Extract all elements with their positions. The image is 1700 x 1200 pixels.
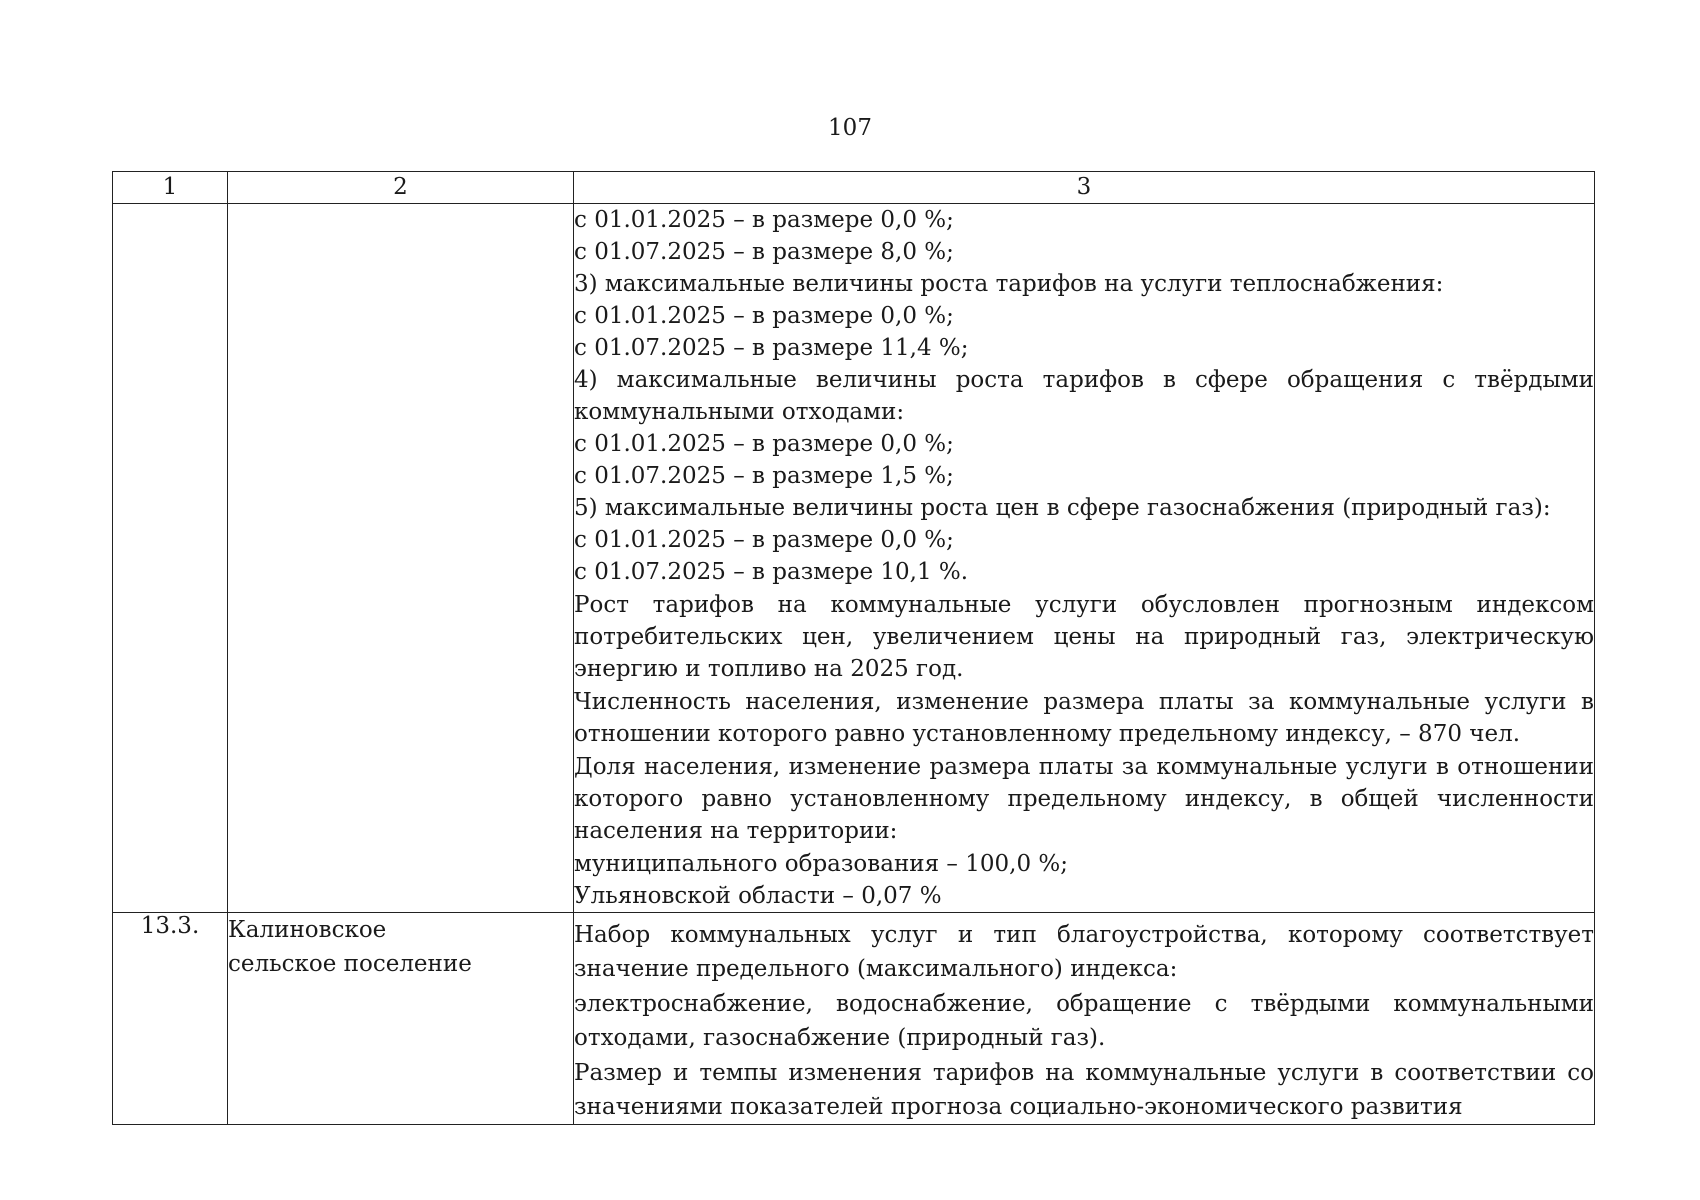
text-line: 5) максимальные величины роста цен в сфере газоснабжения (природный газ): xyxy=(574,495,1551,521)
text-line: с 01.01.2025 – в размере 0,0 %; xyxy=(574,527,954,553)
text-paragraph: Численность населения, изменение размера платы за коммунальные услуги в отношении которого равно установленному предельному индексу, – 870 чел. xyxy=(574,689,1594,747)
text-line: 3) максимальные величины роста тарифов на услуги теплоснабжения: xyxy=(574,271,1444,297)
page-number: 107 xyxy=(828,115,872,141)
column-header-1: 1 xyxy=(113,172,228,204)
text-line: с 01.07.2025 – в размере 1,5 %; xyxy=(574,463,954,489)
text-line: с 01.01.2025 – в размере 0,0 %; xyxy=(574,431,954,457)
column-header-3: 3 xyxy=(574,172,1595,204)
tariff-table xyxy=(112,171,1595,1125)
text-line: с 01.01.2025 – в размере 0,0 %; xyxy=(574,303,954,329)
text-line: муниципального образования – 100,0 %; xyxy=(574,851,1068,877)
text-paragraph: Рост тарифов на коммунальные услуги обусловлен прогнозным индексом потребительских цен, увеличением цены на природный газ, электрическую энергию и топливо на 2025 год. xyxy=(574,592,1594,682)
text-line: с 01.07.2025 – в размере 10,1 %. xyxy=(574,559,969,585)
text-line: с 01.07.2025 – в размере 11,4 %; xyxy=(574,335,969,361)
text-paragraph: электроснабжение, водоснабжение, обращение с твёрдыми коммунальными отходами, газоснабжение (природный газ). xyxy=(574,991,1594,1051)
settlement-name-cell xyxy=(228,913,574,1125)
text-line: Ульяновской области – 0,07 % xyxy=(574,883,942,909)
description-cell xyxy=(574,913,1595,1125)
description-cell xyxy=(574,204,1595,913)
table-row xyxy=(113,204,1595,913)
text-line: с 01.01.2025 – в размере 0,0 %; xyxy=(574,207,954,233)
settlement-name-line: Калиновское xyxy=(228,917,387,943)
text-paragraph: 4) максимальные величины роста тарифов в сфере обращения с твёрдыми коммунальными отходами: xyxy=(574,367,1594,425)
column-header-2: 2 xyxy=(228,172,574,204)
text-paragraph: Доля населения, изменение размера платы за коммунальные услуги в отношении которого равно установленному предельному индексу, в общей численности населения на территории: xyxy=(574,754,1594,844)
text-line: с 01.07.2025 – в размере 8,0 %; xyxy=(574,239,954,265)
text-paragraph: Размер и темпы изменения тарифов на коммунальные услуги в соответствии со значениями показателей прогноза социально-экономического развития xyxy=(574,1060,1594,1120)
row-number-cell xyxy=(113,204,228,913)
settlement-name-cell xyxy=(228,204,574,913)
row-number-cell: 13.3. xyxy=(113,913,228,1125)
settlement-name-line: сельское поселение xyxy=(228,951,472,977)
text-paragraph: Набор коммунальных услуг и тип благоустройства, которому соответствует значение предельного (максимального) индекса: xyxy=(574,922,1594,982)
table-row xyxy=(113,913,1595,1125)
table-header-row xyxy=(113,172,1595,204)
